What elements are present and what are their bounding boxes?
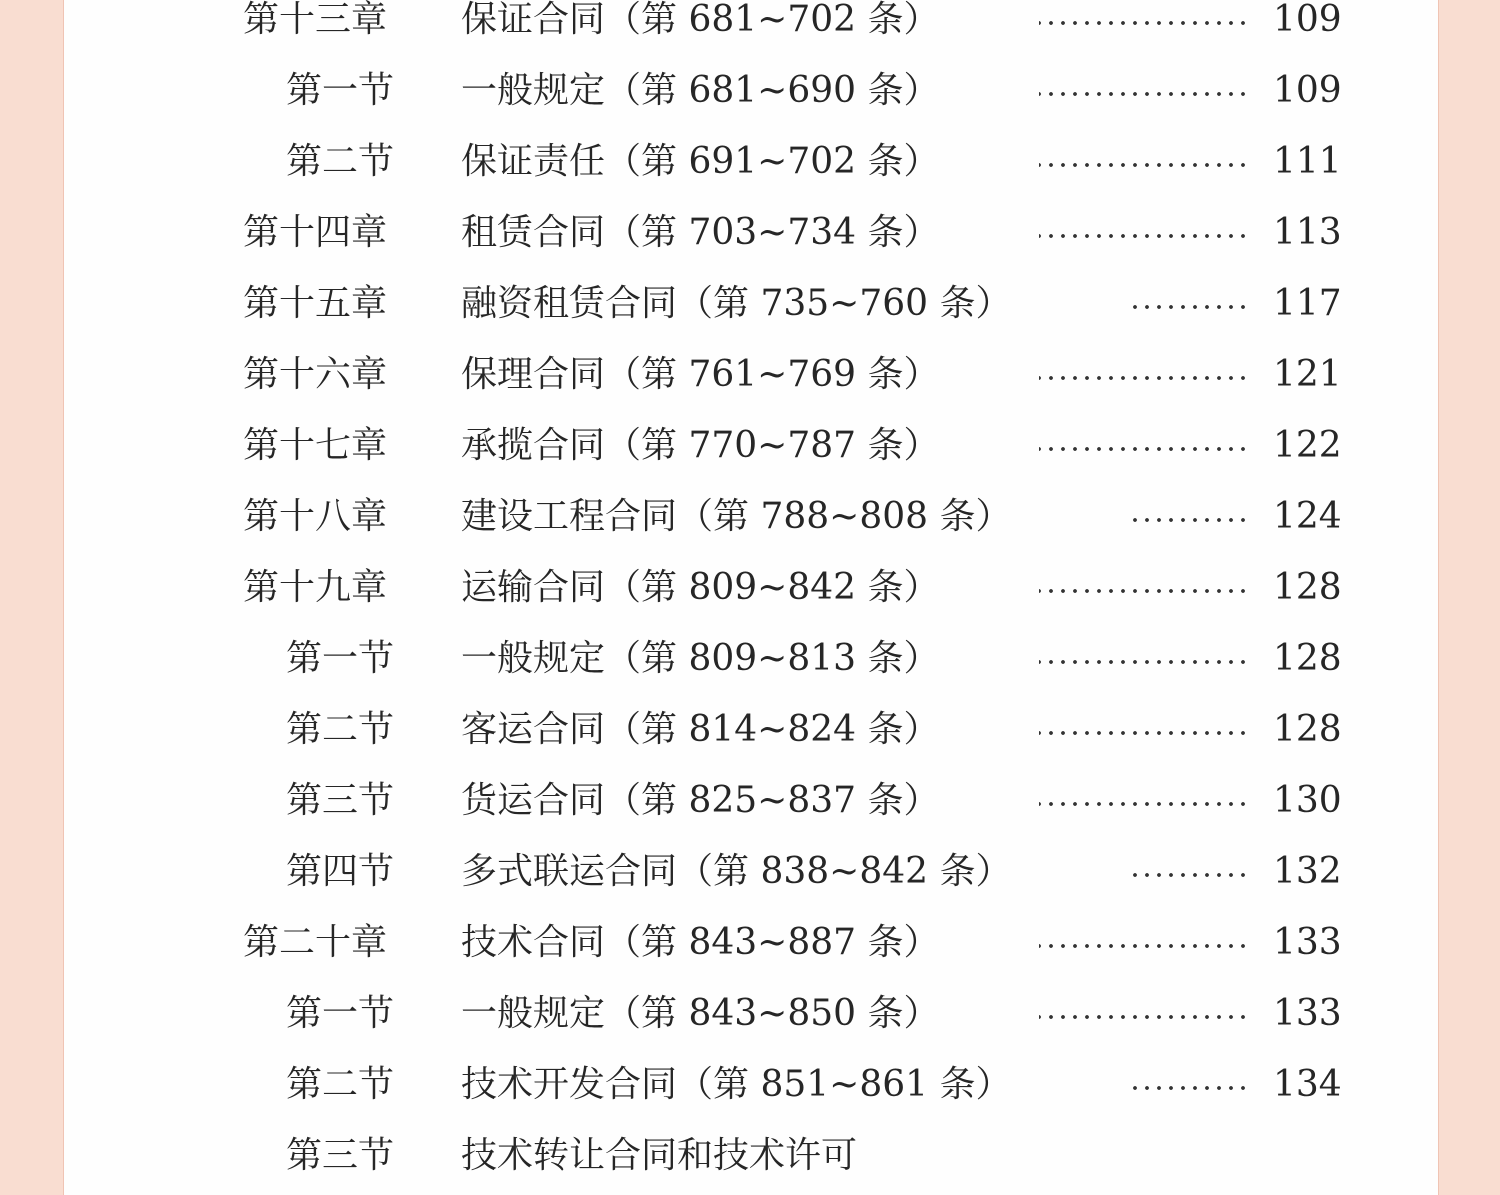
toc-entry[interactable]: [64, 923, 1438, 983]
toc-entry-page: 128: [1273, 709, 1342, 750]
toc-entry-label: 第十五章: [243, 283, 388, 324]
toc-entry-page: 128: [1273, 638, 1342, 679]
toc-entry[interactable]: [64, 71, 1438, 131]
toc-entry[interactable]: [64, 1136, 1438, 1195]
toc-entry[interactable]: [64, 639, 1438, 699]
toc-entry-title: 保证合同（第 681~702 条）: [461, 0, 940, 40]
dot-leader: [1039, 730, 1249, 736]
toc-entry-label: 第十三章: [243, 0, 388, 40]
toc-entry[interactable]: [64, 710, 1438, 770]
toc-entry[interactable]: [64, 1065, 1438, 1125]
toc-entry[interactable]: [64, 426, 1438, 486]
toc-entry-title: 融资租赁合同（第 735~760 条）: [461, 283, 1012, 324]
toc-entry-label: 第二十章: [243, 922, 388, 963]
toc-entry-label: 第十四章: [243, 212, 388, 253]
toc-entry[interactable]: [64, 994, 1438, 1054]
toc-entry-title: 承揽合同（第 770~787 条）: [461, 425, 940, 466]
toc-entry-label: 第十九章: [243, 567, 388, 608]
toc-entry-title: 技术合同（第 843~887 条）: [461, 922, 940, 963]
toc-entry-label: 第一节: [286, 993, 395, 1034]
toc-entry[interactable]: [64, 852, 1438, 912]
toc-entry-label: 第二节: [286, 141, 395, 182]
toc-entry-page: 113: [1273, 212, 1342, 253]
dot-leader: [1039, 446, 1249, 452]
toc-entry-page: 121: [1273, 354, 1342, 395]
dot-leader: [1039, 659, 1249, 665]
toc-entry-label: 第三节: [286, 780, 395, 821]
toc-entry-label: 第十六章: [243, 354, 388, 395]
toc-entry-title: 一般规定（第 843~850 条）: [461, 993, 940, 1034]
toc-entry-page: 133: [1273, 922, 1342, 963]
dot-leader: [1126, 1085, 1249, 1091]
toc-entry-title: 一般规定（第 681~690 条）: [461, 70, 940, 111]
toc-entry-label: 第一节: [286, 70, 395, 111]
toc-entry-page: 122: [1273, 425, 1342, 466]
dot-leader: [1039, 588, 1249, 594]
toc-entry[interactable]: [64, 568, 1438, 628]
toc-entry-label: 第二节: [286, 1064, 395, 1105]
dot-leader: [1126, 872, 1249, 878]
dot-leader: [1039, 801, 1249, 807]
toc-entry-page: 109: [1273, 0, 1342, 40]
toc-entry[interactable]: [64, 497, 1438, 557]
toc-entry-title: 保理合同（第 761~769 条）: [461, 354, 940, 395]
toc-entry-page: 111: [1273, 141, 1342, 182]
dot-leader: [1126, 517, 1249, 523]
toc-entry-label: 第二节: [286, 709, 395, 750]
toc-entry[interactable]: [64, 284, 1438, 344]
toc-entry[interactable]: [64, 781, 1438, 841]
toc-entry-title: 技术转让合同和技术许可: [461, 1135, 858, 1176]
toc-entry-title: 技术开发合同（第 851~861 条）: [461, 1064, 1012, 1105]
toc-entry-title: 运输合同（第 809~842 条）: [461, 567, 940, 608]
toc-entry[interactable]: [64, 142, 1438, 202]
toc-entry-page: 109: [1273, 70, 1342, 111]
dot-leader: [1039, 1014, 1249, 1020]
toc-entry-label: 第三节: [286, 1135, 395, 1176]
book-page: [63, 0, 1439, 1195]
toc-entry-title: 客运合同（第 814~824 条）: [461, 709, 940, 750]
toc-entry-label: 第十七章: [243, 425, 388, 466]
toc-entry-page: 124: [1273, 496, 1342, 537]
dot-leader: [1039, 375, 1249, 381]
dot-leader: [1039, 20, 1249, 26]
toc-entry[interactable]: [64, 355, 1438, 415]
toc-entry-title: 建设工程合同（第 788~808 条）: [461, 496, 1012, 537]
toc-entry-page: 134: [1273, 1064, 1342, 1105]
toc-entry-title: 保证责任（第 691~702 条）: [461, 141, 940, 182]
toc-entry-page: 132: [1273, 851, 1342, 892]
dot-leader: [1039, 91, 1249, 97]
toc-entry-title: 一般规定（第 809~813 条）: [461, 638, 940, 679]
dot-leader: [1039, 233, 1249, 239]
toc-entry[interactable]: [64, 213, 1438, 273]
toc-entry-title: 租赁合同（第 703~734 条）: [461, 212, 940, 253]
toc-entry-page: 130: [1273, 780, 1342, 821]
dot-leader: [1126, 304, 1249, 310]
toc-entry-label: 第一节: [286, 638, 395, 679]
dot-leader: [1039, 162, 1249, 168]
toc-entry-label: 第十八章: [243, 496, 388, 537]
toc-entry-title: 多式联运合同（第 838~842 条）: [461, 851, 1012, 892]
toc-entry-label: 第四节: [286, 851, 395, 892]
toc-entry-page: 133: [1273, 993, 1342, 1034]
toc-entry-page: 117: [1273, 283, 1342, 324]
toc-entry-page: 128: [1273, 567, 1342, 608]
toc-entry[interactable]: [64, 0, 1438, 60]
toc-entry-title: 货运合同（第 825~837 条）: [461, 780, 940, 821]
dot-leader: [1039, 943, 1249, 949]
